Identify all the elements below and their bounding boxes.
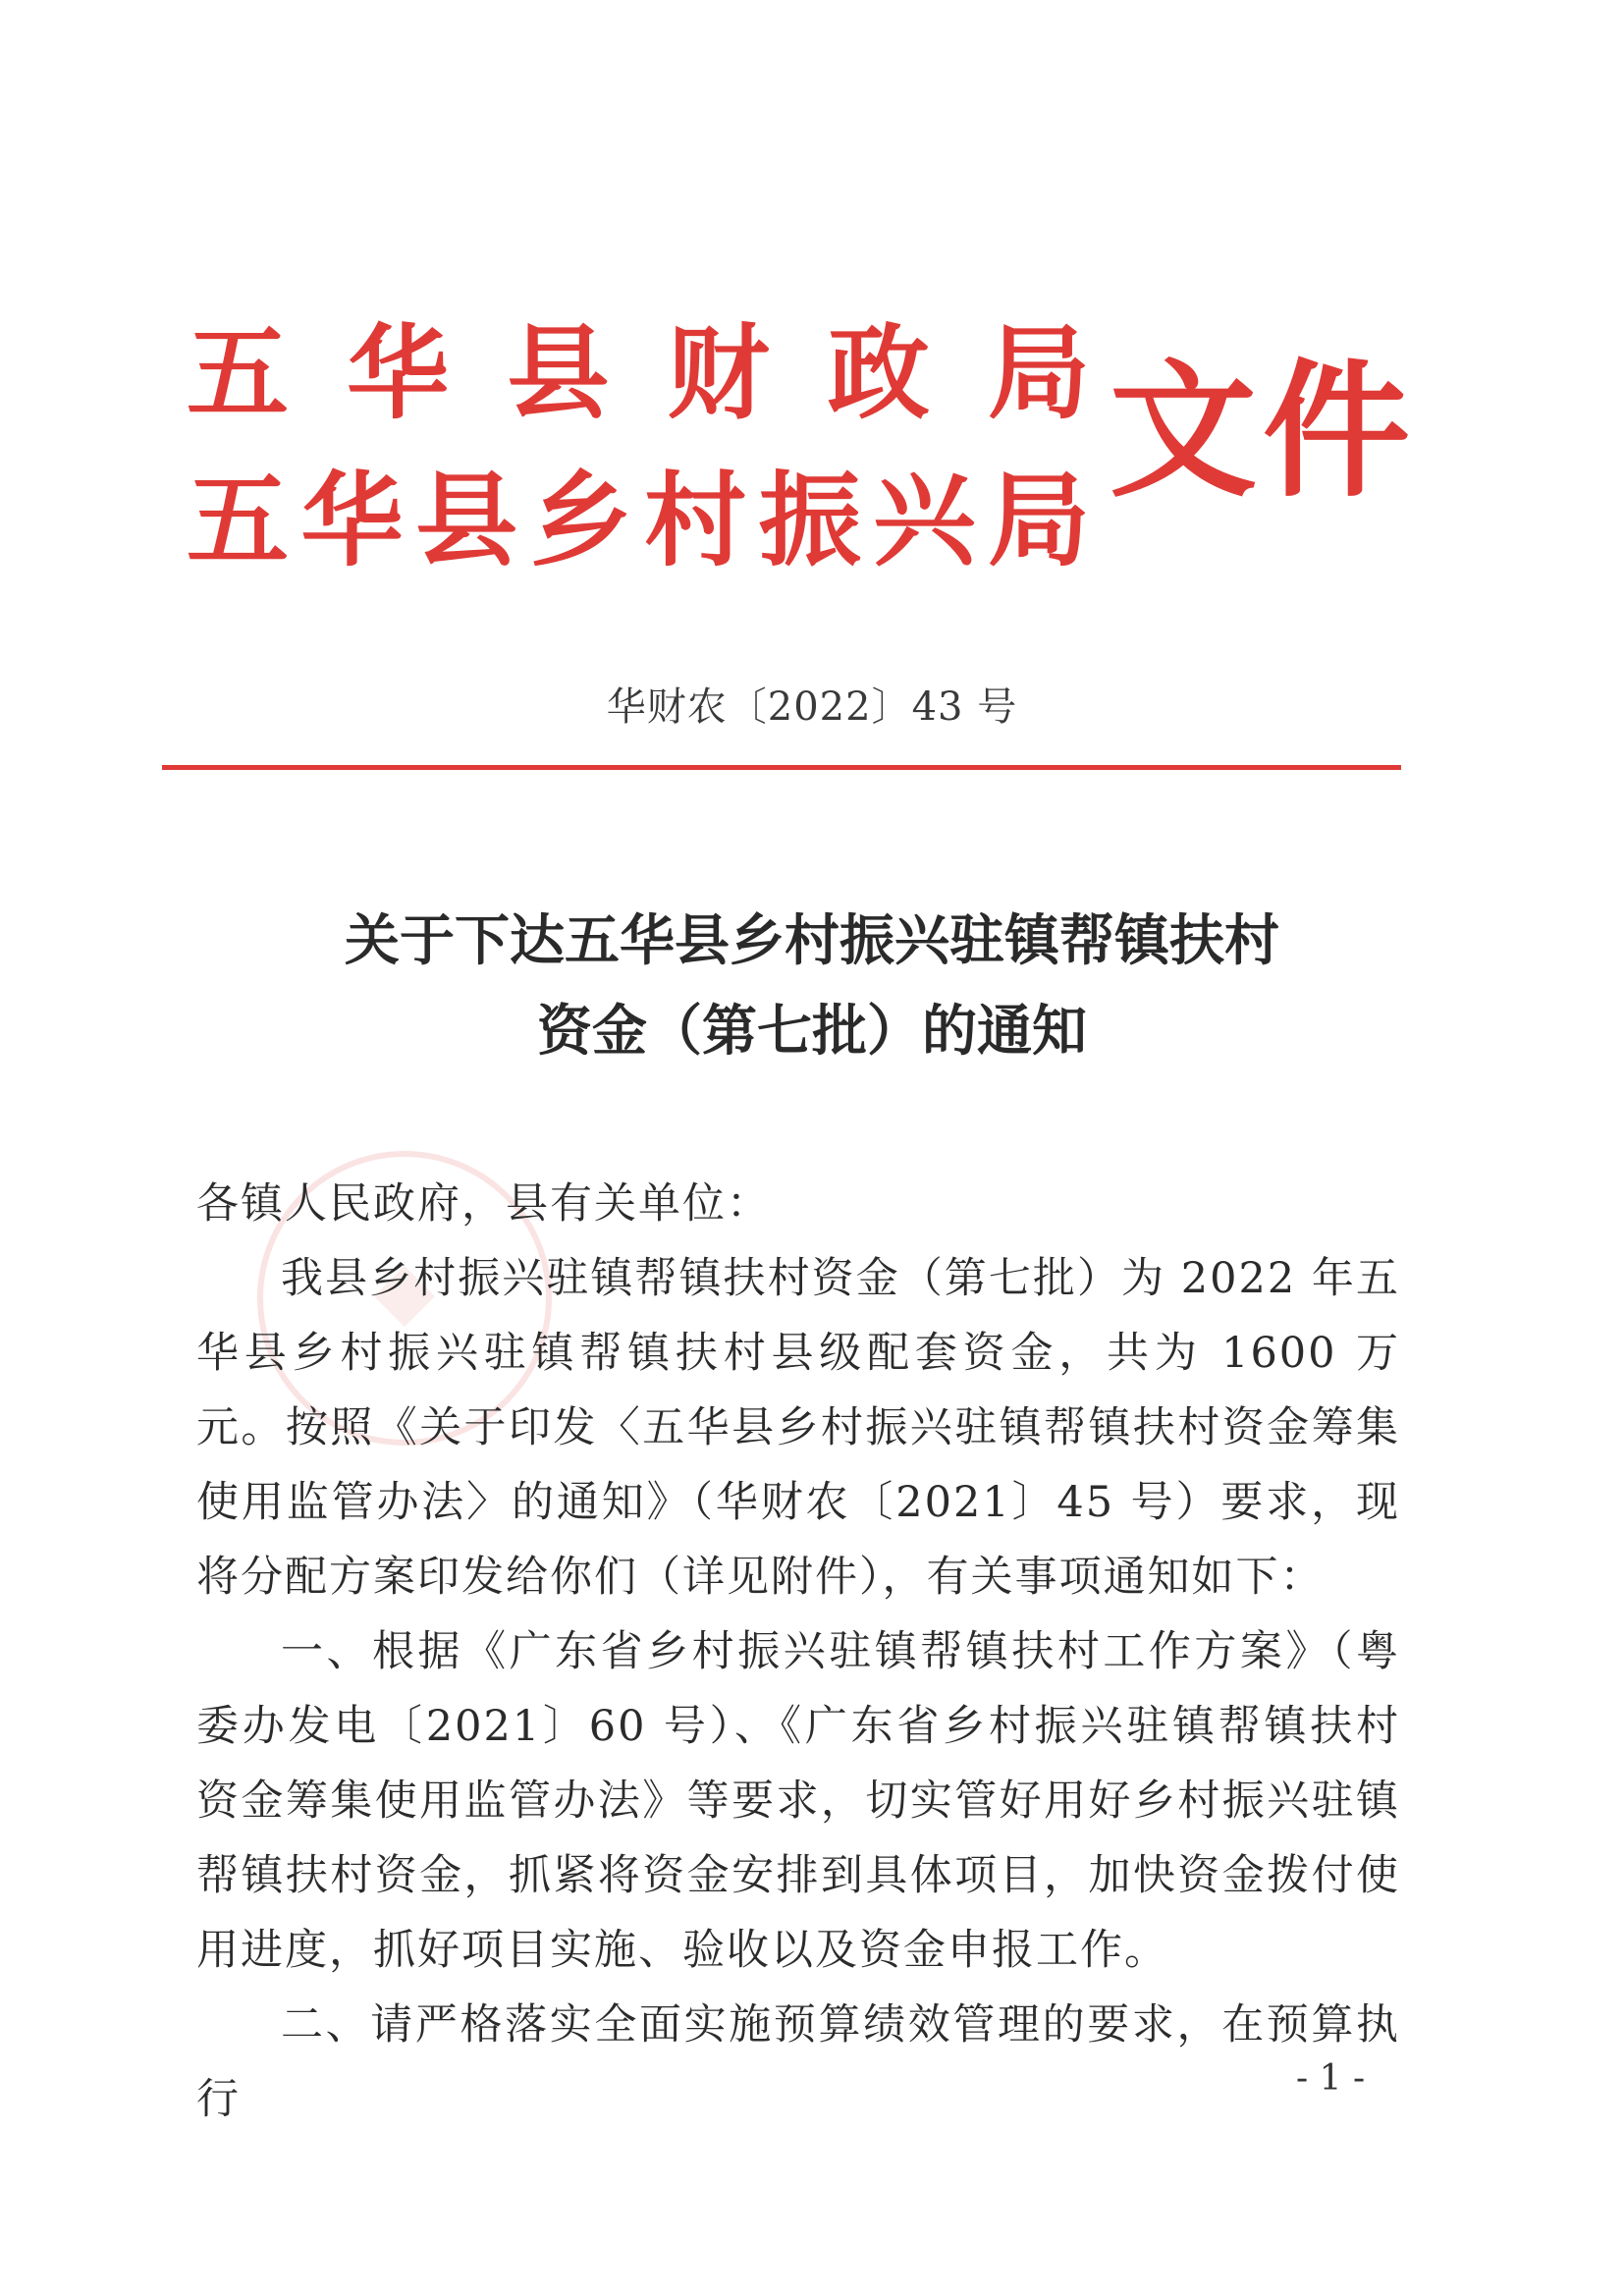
- document-type-label: 文件: [1110, 347, 1417, 518]
- paragraph-intro: 我县乡村振兴驻镇帮镇扶村资金（第七批）为 2022 年五华县乡村振兴驻镇帮镇扶村县级配套资金，共为 1600 万元。按照《关于印发〈五华县乡村振兴驻镇帮镇扶村资金筹集使用监管办法〉的通知》（华财农〔2021〕45 号）要求，现将分配方案印发给你们（详见附件），有关事项通知如下：: [196, 1254, 1400, 1602]
- document-title: [0, 896, 1624, 1076]
- salutation: 各镇人民政府，县有关单位：: [196, 1179, 771, 1229]
- paragraph-item-2: 二、请严格落实全面实施预算绩效管理的要求，在预算执行: [196, 2000, 1400, 2124]
- page-number: - 1 -: [1296, 2058, 1366, 2099]
- title-line-1: 关于下达五华县乡村振兴驻镇帮镇扶村: [345, 908, 1279, 973]
- agency-rural-revitalization-bureau: 五 华 县 乡 村 振 兴 局: [187, 461, 1090, 580]
- red-separator-line: [162, 765, 1401, 770]
- agency-finance-bureau: 五 华 县 财 政 局: [187, 313, 1090, 433]
- document-number: 华财农〔2022〕43 号: [606, 684, 1018, 730]
- issuing-agencies: [187, 304, 1090, 599]
- title-line-2: 资金（第七批）的通知: [537, 999, 1087, 1064]
- document-body: [196, 1167, 1400, 2137]
- paragraph-item-1: 一、根据《广东省乡村振兴驻镇帮镇扶村工作方案》（粤委办发电〔2021〕60 号）、《广东省乡村振兴驻镇帮镇扶村资金筹集使用监管办法》等要求，切实管好用好乡村振兴驻镇帮镇扶村资金，抓紧将资金安排到具体项目，加快资金拨付使用进度，抓好项目实施、验收以及资金申报工作。: [196, 1627, 1400, 1975]
